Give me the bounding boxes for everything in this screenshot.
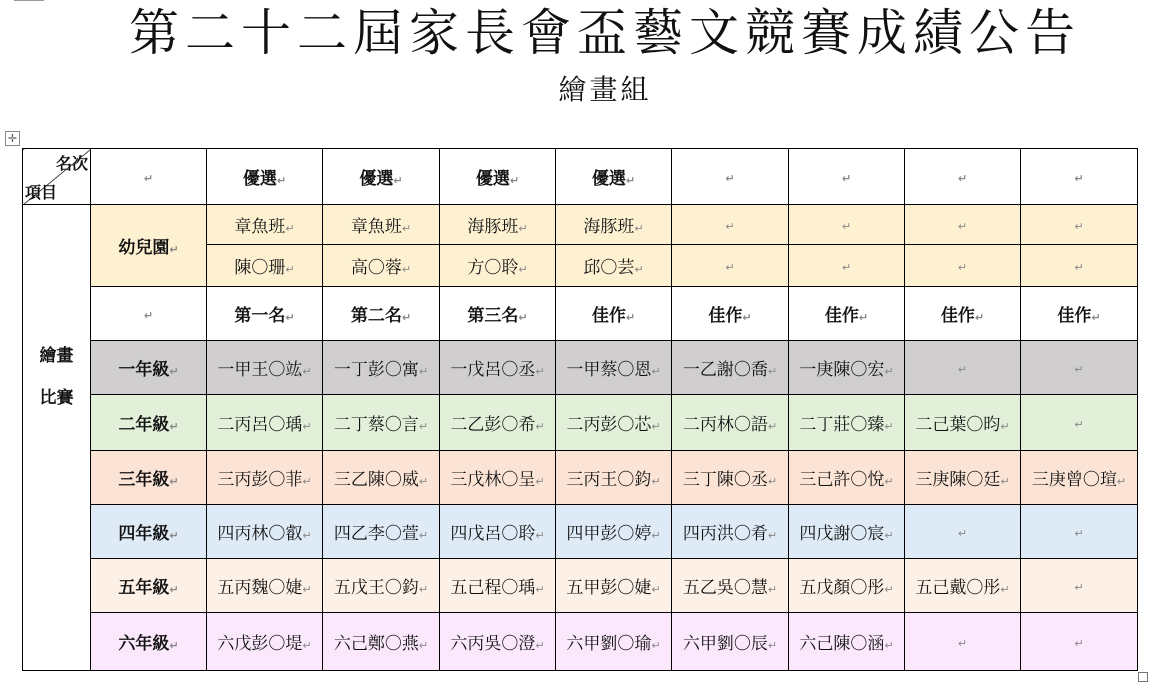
paragraph-mark: ↵ — [767, 639, 778, 652]
paragraph-mark: ↵ — [1074, 580, 1084, 594]
kg-header-cell — [789, 149, 905, 205]
grade-label-text: 四年級 — [118, 524, 170, 544]
paragraph-mark: ↵ — [767, 583, 778, 596]
result-cell — [440, 341, 556, 395]
result-cell — [1021, 395, 1138, 451]
result-cell — [905, 451, 1021, 505]
paragraph-mark: ↵ — [535, 639, 545, 652]
paragraph-mark: ↵ — [884, 420, 894, 433]
kg-empty-cell — [1021, 245, 1138, 287]
result-cell-text: 二丙彭〇芯 — [566, 415, 652, 435]
kg-header-cell-text: 優選 — [475, 169, 510, 189]
rank-header-cell-text: 第二名 — [350, 306, 402, 326]
kg-header-cell-text: 優選 — [591, 169, 626, 189]
paragraph-mark: ↵ — [169, 475, 179, 488]
result-cell — [323, 559, 440, 613]
paragraph-mark: ↵ — [418, 475, 429, 488]
result-cell — [672, 559, 789, 613]
result-cell — [789, 341, 905, 395]
result-cell — [556, 451, 672, 505]
result-cell-text: 五己戴〇彤 — [915, 578, 1001, 598]
result-cell — [672, 341, 789, 395]
page-corner-mark — [14, 0, 44, 3]
result-cell-text: 一甲王〇竑 — [217, 360, 303, 380]
kg-name-cell — [207, 245, 323, 287]
paragraph-mark: ↵ — [393, 174, 403, 187]
paragraph-mark: ↵ — [302, 583, 312, 596]
result-cell-text: 一戊呂〇丞 — [450, 360, 536, 380]
paragraph-mark: ↵ — [418, 420, 429, 433]
paragraph-mark: ↵ — [767, 475, 778, 488]
paragraph-mark: ↵ — [302, 475, 312, 488]
result-cell — [1021, 559, 1138, 613]
kg-header-cell — [1021, 149, 1138, 205]
result-cell — [905, 395, 1021, 451]
grade-label-text: 五年級 — [118, 578, 170, 598]
result-cell — [440, 451, 556, 505]
result-cell-text: 三丁陳〇丞 — [682, 470, 768, 490]
kg-header-cell — [672, 149, 789, 205]
paragraph-mark: ↵ — [957, 219, 968, 233]
paragraph-mark: ↵ — [957, 526, 968, 540]
kg-class-cell-text: 海豚班 — [467, 217, 519, 237]
paragraph-mark: ↵ — [169, 420, 179, 433]
kg-name-cell-text: 高〇蓉 — [350, 258, 402, 278]
kg-empty-cell — [1021, 205, 1138, 245]
kg-header-cell — [905, 149, 1021, 205]
result-cell — [1021, 613, 1138, 671]
paragraph-mark: ↵ — [401, 311, 412, 324]
rank-header-cell-text: 第三名 — [467, 306, 519, 326]
paragraph-mark: ↵ — [957, 260, 968, 274]
result-cell-text: 五乙吳〇慧 — [682, 578, 768, 598]
paragraph-mark: ↵ — [1074, 417, 1084, 431]
paragraph-mark: ↵ — [841, 171, 852, 185]
result-cell-text: 六己陳〇涵 — [799, 634, 885, 654]
result-cell — [207, 505, 323, 559]
kg-name-cell-text: 邱〇芸 — [583, 258, 635, 278]
paragraph-mark: ↵ — [535, 475, 545, 488]
corner-item-label: 項目 — [25, 183, 58, 202]
paragraph-mark: ↵ — [285, 222, 295, 235]
result-cell-text: 四丙林〇叡 — [217, 524, 303, 544]
paragraph-mark: ↵ — [625, 174, 636, 187]
paragraph-mark: ↵ — [535, 365, 545, 378]
result-cell — [207, 395, 323, 451]
result-cell-text: 一丁彭〇寓 — [333, 360, 419, 380]
grade-label-text: 六年級 — [118, 634, 170, 654]
rank-header-cell-text: 佳作 — [591, 306, 626, 326]
paragraph-mark: ↵ — [767, 420, 778, 433]
result-cell-text: 三庚陳〇廷 — [915, 470, 1001, 490]
paragraph-mark: ↵ — [169, 639, 179, 652]
result-cell — [789, 559, 905, 613]
result-cell — [207, 559, 323, 613]
result-cell-text: 五甲彭〇婕 — [566, 578, 652, 598]
kg-header-cell-text: 優選 — [359, 169, 394, 189]
paragraph-mark: ↵ — [1091, 311, 1101, 324]
paragraph-mark: ↵ — [1074, 362, 1084, 376]
grade-label — [91, 613, 207, 671]
grade-label-text: 一年級 — [118, 360, 170, 380]
result-cell-text: 六甲劉〇瑜 — [566, 634, 652, 654]
result-cell — [789, 505, 905, 559]
paragraph-mark: ↵ — [625, 311, 636, 324]
rank-header-cell-text: 佳作 — [1057, 306, 1092, 326]
result-cell — [672, 451, 789, 505]
grade-row — [23, 613, 1138, 671]
kg-class-cell-text: 海豚班 — [583, 217, 635, 237]
section-spacer-top — [23, 205, 91, 287]
paragraph-mark: ↵ — [143, 171, 154, 185]
kg-name-cell — [323, 245, 440, 287]
paragraph-mark: ↵ — [285, 263, 295, 276]
kg-name-cell-text: 方〇聆 — [467, 258, 519, 278]
result-cell-text: 二乙彭〇希 — [450, 415, 536, 435]
paragraph-mark: ↵ — [276, 174, 287, 187]
paragraph-mark: ↵ — [169, 365, 179, 378]
result-cell — [905, 613, 1021, 671]
paragraph-mark: ↵ — [651, 639, 661, 652]
result-cell — [556, 395, 672, 451]
paragraph-mark: ↵ — [725, 171, 735, 185]
result-cell-text: 一甲蔡〇恩 — [566, 360, 652, 380]
paragraph-mark: ↵ — [767, 529, 778, 542]
paragraph-mark: ↵ — [302, 420, 312, 433]
result-cell — [905, 505, 1021, 559]
paragraph-mark: ↵ — [535, 529, 545, 542]
result-cell — [323, 395, 440, 451]
paragraph-mark: ↵ — [535, 420, 545, 433]
result-cell — [672, 613, 789, 671]
paragraph-mark: ↵ — [418, 529, 429, 542]
paragraph-mark: ↵ — [725, 260, 735, 274]
paragraph-mark: ↵ — [401, 263, 412, 276]
paragraph-mark: ↵ — [401, 222, 412, 235]
grade-label — [91, 451, 207, 505]
result-cell — [1021, 451, 1138, 505]
result-cell — [556, 341, 672, 395]
kg-class-cell — [556, 205, 672, 245]
result-cell-text: 三庚曾〇瑄 — [1031, 470, 1117, 490]
kg-empty-cell — [672, 245, 789, 287]
rank-header-cell — [207, 287, 323, 341]
paragraph-mark: ↵ — [518, 222, 528, 235]
paragraph-mark: ↵ — [841, 219, 852, 233]
paragraph-mark: ↵ — [518, 263, 528, 276]
grade-label-text: 二年級 — [118, 415, 170, 435]
paragraph-mark: ↵ — [884, 529, 894, 542]
paragraph-mark: ↵ — [841, 260, 852, 274]
result-cell-text: 三丙王〇鈞 — [566, 470, 652, 490]
rank-header-cell-text: 佳作 — [708, 306, 743, 326]
document-subtitle: 繪畫組 — [558, 73, 652, 106]
grade-row — [23, 559, 1138, 613]
result-cell-text: 五戊顏〇彤 — [799, 578, 885, 598]
paragraph-mark: ↵ — [169, 529, 179, 542]
result-cell-text: 六戊彭〇堤 — [217, 634, 303, 654]
document-title: 第二十二屆家長會盃藝文競賽成績公告 — [129, 4, 1081, 62]
result-cell — [440, 613, 556, 671]
kg-class-cell-text: 章魚班 — [234, 217, 286, 237]
paragraph-mark: ↵ — [651, 420, 661, 433]
paragraph-mark: ↵ — [957, 171, 968, 185]
paragraph-mark: ↵ — [418, 639, 429, 652]
paragraph-mark: ↵ — [169, 583, 179, 596]
paragraph-mark: ↵ — [285, 311, 295, 324]
result-cell — [672, 505, 789, 559]
paragraph-mark: ↵ — [302, 365, 312, 378]
paragraph-mark: ↵ — [884, 475, 894, 488]
paragraph-mark: ↵ — [302, 529, 312, 542]
result-cell — [440, 559, 556, 613]
kg-header-cell — [556, 149, 672, 205]
grade-label — [91, 559, 207, 613]
result-cell-text: 五丙魏〇婕 — [217, 578, 303, 598]
grade-row — [23, 341, 1138, 395]
kg-label — [91, 205, 207, 287]
result-cell — [556, 559, 672, 613]
grade-label — [91, 341, 207, 395]
paragraph-mark: ↵ — [1000, 583, 1010, 596]
result-cell-text: 三己許〇悅 — [799, 470, 885, 490]
kg-empty-cell — [789, 245, 905, 287]
result-cell — [323, 505, 440, 559]
rank-header-cell-text: 第一名 — [234, 306, 286, 326]
paragraph-mark: ↵ — [418, 583, 429, 596]
paragraph-mark: ↵ — [169, 243, 179, 256]
result-cell-text: 一庚陳〇宏 — [799, 360, 885, 380]
result-cell-text: 五己程〇瑀 — [450, 578, 536, 598]
result-cell — [1021, 505, 1138, 559]
kg-header-cell-text: 優選 — [242, 169, 277, 189]
kg-header-cell — [91, 149, 207, 205]
paragraph-mark: ↵ — [884, 583, 894, 596]
result-cell-text: 一乙謝〇喬 — [682, 360, 768, 380]
result-cell — [323, 613, 440, 671]
result-cell-text: 二己葉〇昀 — [915, 415, 1001, 435]
kg-empty-cell — [905, 245, 1021, 287]
result-cell — [207, 341, 323, 395]
paragraph-mark: ↵ — [509, 174, 520, 187]
rank-header-cell — [323, 287, 440, 341]
paragraph-mark: ↵ — [1074, 636, 1084, 650]
table-move-handle-icon[interactable]: ✛ — [5, 131, 20, 146]
rank-header-cell — [789, 287, 905, 341]
result-cell — [789, 395, 905, 451]
paragraph-mark: ↵ — [957, 362, 968, 376]
result-cell — [323, 341, 440, 395]
section-label-line2: 比賽 — [39, 387, 74, 408]
result-cell — [556, 613, 672, 671]
result-cell-text: 四乙李〇萱 — [333, 524, 419, 544]
kg-name-cell — [440, 245, 556, 287]
kg-class-cell — [323, 205, 440, 245]
result-cell-text: 四甲彭〇婷 — [566, 524, 652, 544]
grade-label — [91, 505, 207, 559]
kg-class-cell-text: 章魚班 — [350, 217, 402, 237]
paragraph-mark: ↵ — [302, 639, 312, 652]
result-cell-text: 二丁莊〇臻 — [799, 415, 885, 435]
paragraph-mark: ↵ — [884, 365, 894, 378]
kg-class-cell — [207, 205, 323, 245]
result-cell — [207, 613, 323, 671]
paragraph-mark: ↵ — [143, 308, 154, 322]
kg-empty-cell — [905, 205, 1021, 245]
kg-name-cell — [556, 245, 672, 287]
corner-header-cell — [23, 149, 91, 205]
rank-header-cell — [440, 287, 556, 341]
paragraph-mark: ↵ — [1000, 475, 1010, 488]
table-resize-handle-icon[interactable] — [1138, 672, 1148, 682]
paragraph-mark: ↵ — [651, 583, 661, 596]
paragraph-mark: ↵ — [418, 365, 429, 378]
kg-name-cell-text: 陳〇珊 — [234, 258, 286, 278]
result-cell — [556, 505, 672, 559]
result-cell — [905, 341, 1021, 395]
result-cell — [207, 451, 323, 505]
result-cell-text: 六丙吳〇澄 — [450, 634, 536, 654]
result-cell — [789, 613, 905, 671]
kg-class-cell — [440, 205, 556, 245]
grade-row — [23, 505, 1138, 559]
kg-header-cell — [323, 149, 440, 205]
kg-empty-cell — [789, 205, 905, 245]
grade-label — [91, 395, 207, 451]
paragraph-mark: ↵ — [884, 639, 894, 652]
rank-header-cell-text: 佳作 — [940, 306, 975, 326]
paragraph-mark: ↵ — [742, 311, 752, 324]
kg-header-cell — [440, 149, 556, 205]
paragraph-mark: ↵ — [634, 222, 644, 235]
grade-row — [23, 395, 1138, 451]
kg-header-cell — [207, 149, 323, 205]
paragraph-mark: ↵ — [1074, 260, 1084, 274]
paragraph-mark: ↵ — [518, 311, 528, 324]
result-cell — [672, 395, 789, 451]
result-cell-text: 四丙洪〇肴 — [682, 524, 768, 544]
result-cell-text: 三丙彭〇菲 — [217, 470, 303, 490]
section-label-line1: 繪畫 — [39, 345, 74, 366]
result-cell-text: 二丁蔡〇言 — [333, 415, 419, 435]
result-cell-text: 四戊呂〇聆 — [450, 524, 536, 544]
result-cell — [323, 451, 440, 505]
results-table — [22, 148, 1138, 671]
paragraph-mark: ↵ — [957, 636, 968, 650]
paragraph-mark: ↵ — [651, 529, 661, 542]
rank-header-cell-text: 佳作 — [824, 306, 859, 326]
grade-row — [23, 451, 1138, 505]
corner-rank-label: 名次 — [55, 154, 88, 173]
result-cell — [1021, 341, 1138, 395]
paragraph-mark: ↵ — [1000, 420, 1010, 433]
rank-header-cell — [91, 287, 207, 341]
rank-header-cell — [905, 287, 1021, 341]
section-label-cell — [23, 287, 91, 671]
result-cell-text: 六甲劉〇辰 — [682, 634, 768, 654]
result-cell-text: 六己鄭〇燕 — [333, 634, 419, 654]
paragraph-mark: ↵ — [634, 263, 644, 276]
paragraph-mark: ↵ — [767, 365, 778, 378]
paragraph-mark: ↵ — [1074, 219, 1084, 233]
result-cell-text: 三戊林〇呈 — [450, 470, 536, 490]
result-cell-text: 二丙呂〇瑀 — [217, 415, 303, 435]
paragraph-mark: ↵ — [725, 219, 735, 233]
rank-header-cell — [556, 287, 672, 341]
result-cell-text: 二丙林〇語 — [682, 415, 768, 435]
kg-label-text: 幼兒園 — [118, 238, 170, 258]
paragraph-mark: ↵ — [1074, 171, 1084, 185]
paragraph-mark: ↵ — [1074, 526, 1084, 540]
paragraph-mark: ↵ — [651, 365, 661, 378]
rank-header-cell — [672, 287, 789, 341]
grade-label-text: 三年級 — [118, 470, 170, 490]
result-cell-text: 三乙陳〇威 — [333, 470, 419, 490]
kg-empty-cell — [672, 205, 789, 245]
paragraph-mark: ↵ — [651, 475, 661, 488]
result-cell — [905, 559, 1021, 613]
paragraph-mark: ↵ — [974, 311, 985, 324]
result-cell — [440, 505, 556, 559]
paragraph-mark: ↵ — [858, 311, 869, 324]
rank-header-cell — [1021, 287, 1138, 341]
result-cell-text: 五戊王〇鈞 — [333, 578, 419, 598]
result-cell-text: 四戊謝〇宸 — [799, 524, 885, 544]
paragraph-mark: ↵ — [535, 583, 545, 596]
result-cell — [440, 395, 556, 451]
result-cell — [789, 451, 905, 505]
paragraph-mark: ↵ — [1116, 475, 1127, 488]
